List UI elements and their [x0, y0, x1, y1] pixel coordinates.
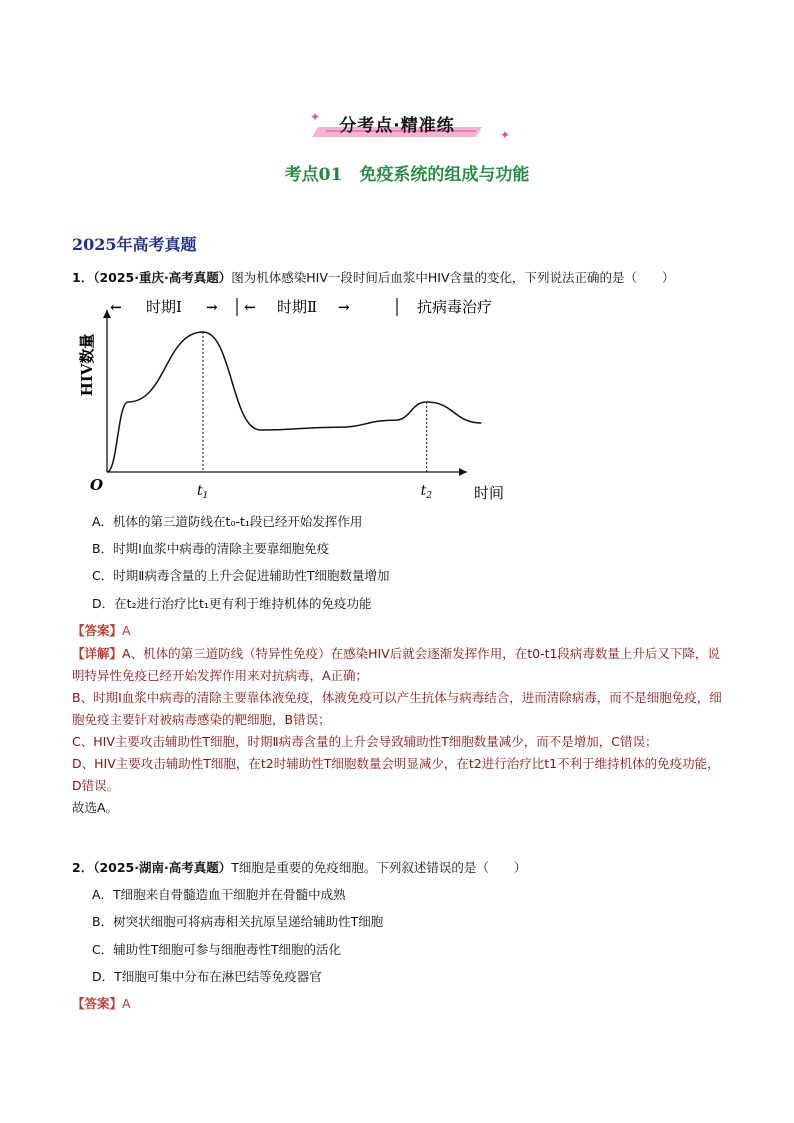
- question-text: T细胞是重要的免疫细胞。下列叙述错误的是（ ）: [231, 860, 527, 875]
- q1-option-d: D．在t₂进行治疗比t₁更有利于维持机体的免疫功能: [92, 596, 372, 611]
- q1-explanation: [72, 643, 724, 819]
- explain-line: C、HIV主要攻击辅助性T细胞，时期Ⅱ病毒含量的上升会导致辅助性T细胞数量减少，而不是增加，C错误；: [72, 734, 658, 749]
- answer-tag: 【答案】: [72, 623, 123, 638]
- svg-text:✦: ✦: [500, 128, 511, 142]
- hiv-chart: [72, 290, 532, 510]
- x-axis-arrow: [459, 468, 467, 476]
- y-axis-label: HIV数量: [78, 333, 96, 397]
- period-3-label: 抗病毒治疗: [417, 298, 493, 316]
- banner-title: 分考点·精准练: [339, 116, 455, 136]
- q1-option-b: B．时期Ⅰ血浆中病毒的清除主要靠细胞免疫: [92, 541, 330, 556]
- question-source: （2025·重庆·高考真题）: [93, 270, 232, 285]
- topic-title: 考点01 免疫系统的组成与功能: [284, 165, 530, 185]
- section-title: 2025年高考真题: [72, 235, 197, 254]
- question-number: 1．: [72, 270, 94, 285]
- period-arrow-left: ←: [244, 300, 256, 316]
- q1-answer: [72, 621, 131, 641]
- q1-option-a: A．机体的第三道防线在t₀-t₁段已经开始发挥作用: [92, 514, 363, 529]
- answer-tag: 【答案】: [72, 996, 123, 1011]
- explain-line: D、HIV主要攻击辅助性T细胞，在t2时辅助性T细胞数量会明显减少，在t2进行治疗比t1不利于维持机体的免疫功能，D错误。: [72, 756, 720, 793]
- question-1-stem: [72, 268, 724, 288]
- explain-line: B、时期Ⅰ血浆中病毒的清除主要靠体液免疫，体液免疫可以产生抗体与病毒结合，进而清除病毒，而不是细胞免疫，细胞免疫主要针对被病毒感染的靶细胞，B错误；: [72, 690, 722, 727]
- explain-tag: 【详解】: [72, 646, 123, 661]
- question-2-stem: [72, 858, 724, 878]
- explain-line: 【详解】A、机体的第三道防线（特异性免疫）在感染HIV后就会逐渐发挥作用，在t0-t1段病毒数量上升后又下降，说明特异性免疫已经开始发挥作用来对抗病毒，A正确；: [72, 646, 720, 683]
- header-banner: [0, 105, 794, 145]
- q1-option-c: C．时期Ⅱ病毒含量的上升会促进辅助性T细胞数量增加: [92, 568, 390, 583]
- tick-label-t2: $t_2$: [420, 483, 433, 501]
- answer-value: A: [122, 996, 131, 1011]
- q2-option-b: B．树突状细胞可将病毒相关抗原呈递给辅助性T细胞: [92, 914, 384, 929]
- period-2-label: 时期Ⅱ: [277, 298, 318, 316]
- question-number: 2．: [72, 860, 94, 875]
- period-arrow-right: →: [338, 300, 350, 316]
- question-source: （2025·湖南·高考真题）: [93, 860, 232, 875]
- hiv-curve: [107, 332, 481, 472]
- q2-answer: [72, 994, 131, 1014]
- q2-option-a: A．T细胞来自骨髓造血干细胞并在骨髓中成熟: [92, 887, 346, 902]
- svg-text:✦: ✦: [310, 110, 321, 124]
- answer-value: A: [122, 623, 131, 638]
- question-text: 图为机体感染HIV一段时间后血浆中HIV含量的变化，下列说法正确的是（ ）: [231, 270, 675, 285]
- x-axis-label: 时间: [474, 484, 505, 502]
- explain-line: 故选A。: [72, 800, 119, 815]
- q2-option-d: D．T细胞可集中分布在淋巴结等免疫器官: [92, 969, 322, 984]
- period-arrow-left: ←: [110, 300, 122, 316]
- q2-option-c: C．辅助性T细胞可参与细胞毒性T细胞的活化: [92, 942, 341, 957]
- period-1-label: 时期Ⅰ: [146, 298, 182, 316]
- origin-label: O: [90, 476, 104, 494]
- tick-label-t1: $t_1$: [197, 483, 209, 501]
- period-arrow-right: →: [206, 300, 218, 316]
